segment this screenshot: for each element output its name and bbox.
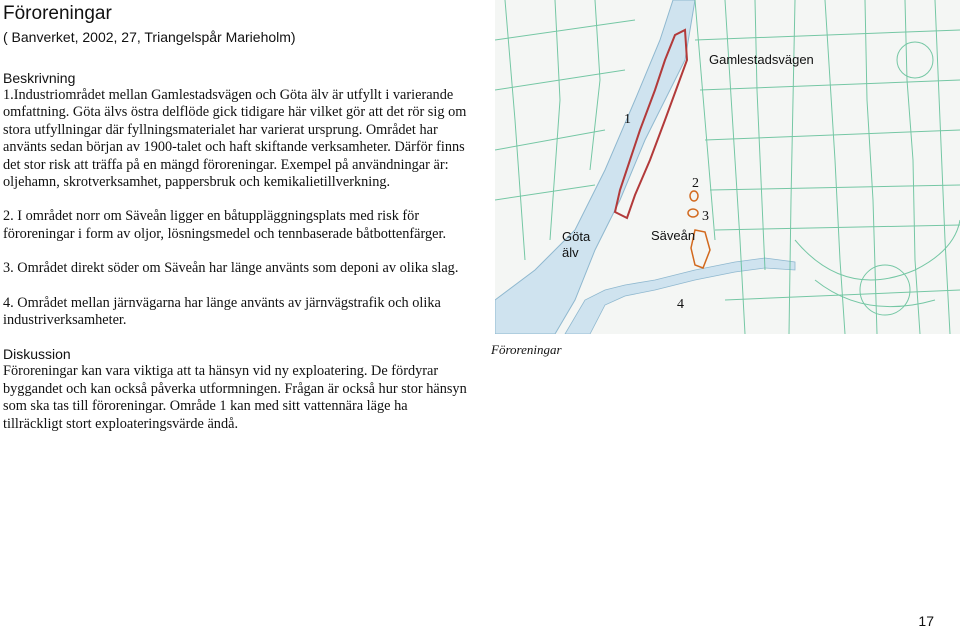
map-graphic	[495, 0, 960, 334]
page-number: 17	[918, 613, 934, 629]
map-label-gota: Göta	[562, 229, 591, 244]
map-area-number-3: 3	[702, 209, 709, 224]
contamination-map	[495, 0, 960, 334]
paragraph-area-3: 3. Området direkt söder om Säveån har länge använts som deponi av olika slag.	[3, 260, 459, 277]
map-caption: Föroreningar	[491, 342, 562, 357]
page-title: Föroreningar	[3, 3, 112, 24]
map-area-number-2: 2	[692, 176, 699, 191]
map-label-gamlestadsvagen: Gamlestadsvägen	[709, 52, 814, 67]
map-label-alv: älv	[562, 245, 579, 260]
paragraph-discussion: Föroreningar kan vara viktiga att ta hänsyn vid ny exploatering. De fördyrar byggandet och kan också påverka utformningen. Frågan är också hur stor hänsyn som ska tas till föroreningar. Område 1 kan med sitt vattennära läge ha tillräckligt stort exploateringsvärde ändå.	[3, 363, 467, 432]
paragraph-area-2: 2. I området norr om Säveån ligger en båtuppläggningsplats med risk för föroreningar i form av oljor, lösningsmedel och tennbaserade båtbottenfärger.	[3, 208, 447, 242]
map-label-saevean: Säveån	[651, 228, 696, 243]
paragraph-area-1: 1.Industriområdet mellan Gamlestadsvägen och Göta älv är utfyllt i varierande omfattning. Göta älvs östra delflöde gick tidigare här vilket gör att det rör sig om stora utfyllningar där fyllningsmaterialet har varierat ursprung. Området har använts sedan början av 1900-talet och haft skiftande verksamheter. Därför finns det stor risk att träffa på en mängd föroreningar. Exempel på användningar är: oljehamn, skrotverksamhet, pappersbruk och kemikalietillverkning.	[3, 87, 467, 191]
beskrivning-heading: Beskrivning	[3, 70, 76, 86]
paragraph-area-4: 4. Området mellan järnvägarna har länge använts av järnvägstrafik och olika industriverksamheter.	[3, 294, 441, 329]
diskussion-heading: Diskussion	[3, 346, 71, 363]
map-area-number-1: 1	[624, 112, 631, 127]
map-area-number-4: 4	[677, 297, 684, 312]
source-reference: ( Banverket, 2002, 27, Triangelspår Marieholm)	[3, 29, 296, 45]
text-column	[3, 0, 468, 433]
